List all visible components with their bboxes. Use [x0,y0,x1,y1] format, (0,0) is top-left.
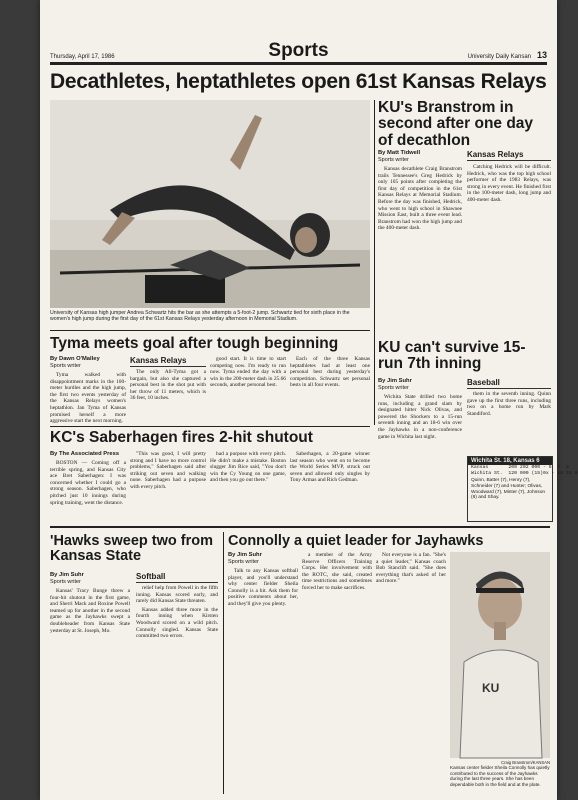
softball-column-1 [50,588,130,793]
saberhagen-col3-body: had a purpose with every pitch. He didn't make a mistake. Boston slugger Jim Rice said, "You don't win the Cy Young on one game, and then you go out there." [210,451,286,484]
page-number: 13 [536,50,547,60]
byline-role: Sports writer [378,156,409,163]
tyma-column-1 [50,372,126,425]
saberhagen-body: BOSTON — Coming off a terrible spring, and Kansas City ace Bret Saberhagen: I was concerned whether I could go a strong season. Saberhagen, who pitched just 10 innings during spring training, went the distance. [50,460,126,506]
branstrom-body: Kansas decathlete Craig Branstrom trails Tennessee's Greg Hedrick by only 105 points after completing the first day of competition in the 61st Kansas Relays at Memorial Stadium. Before the day was finished, Hedrick, who went to high school in Shawnee Mission East, built a three event lead. Branstrom had won the high jump and the 400-meter dash. [378,166,462,232]
connolly-photo [450,552,550,758]
connolly-byline [228,552,298,565]
byline-name: By Dawn O'Malley [50,356,100,362]
box-score [467,456,578,522]
box-score-line: Kansas 200 202 000 - 6 7 2 [471,465,569,470]
high-jumper-image [50,100,370,308]
tyma-column-3 [210,356,286,422]
banner-headline: Decathletes, heptathletes open 61st Kansas Relays [50,70,547,93]
softball-col2-body: relief help from Powell in the fifth inning. Kansas scored early, and rarely did Kansas State threaten. [136,585,218,605]
branstrom-column-1 [378,166,462,336]
byline-role: Sports writer [228,558,259,565]
connolly-headline: Connolly a quiet leader for Jayhawks [228,533,484,549]
caption-text: Kansas center fielder Sheila Connolly has quietly contributed to the success of the Jayhawks during the last three years. She has been dependable both in the field and at the plate. [450,765,550,787]
softball-col3-body: Kansas added three more in the fourth inning when Kirsten Woodward scored on a wild pitch. Connolly singled. Kansas State committed two errors. [136,606,218,640]
softball-byline [50,572,130,585]
photo-credit: Craig Branstrom/KANSAN [501,760,550,765]
saberhagen-column-2 [130,451,206,522]
baseball-side-body: them in the seventh inning. Quinn gave up the first three runs, including two on a home run by Mark Standiford. [467,391,551,417]
branstrom-side-body: Catching Hedrick will be difficult. Hedrick, who was the top high school performer of the 1983 Relays, was strong in every event. He finished first in the 100-meter dash, long jump and 400-meter dash. [467,164,551,203]
photo-caption-top: University of Kansas high jumper Andrea Schwartz hits the bar as she attempts a 5-foot-2 jump. Schwartz tied for sixth place in the women's high jump during the first day of the 61st Kansas Relays yesterday afternoon in Memorial Stadium. [50,310,350,323]
column-rule [223,532,224,794]
box-score-header: Wichita St. 18, Kansas 6 [468,457,552,465]
softball-headline: 'Hawks sweep two from Kansas State [50,533,213,565]
column-rule [374,100,375,425]
baseball-column-1 [378,394,462,518]
softball-player-image [450,552,550,758]
svg-text:KU: KU [482,681,500,695]
tyma-byline [50,356,126,369]
divider [50,330,370,331]
saberhagen-column-3 [210,451,286,522]
connolly-column-1 [228,568,298,793]
baseball-column-2 [467,378,551,452]
saberhagen-headline: KC's Saberhagen fires 2-hit shutout [50,429,313,446]
baseball-body: Wichita State drilled two home runs, including a grand slam by designated hitter Nick Olivas, and powered the Shockers to a 15-run seventh inning and an 18-6 win over the Jayhawks in a non-conference game in Wichita last night. [378,394,462,440]
saberhagen-col2-body: "This was good, I will pretty strong and I have no more control problems," Saberhagen said after striking out seven and walking none. Saberhagen had a purpose with every pitch. [130,451,206,490]
branstrom-column-2 [467,150,551,336]
paper-name: University Daily Kansan [467,54,531,60]
connolly-column-2 [302,552,372,793]
tyma-body: Tyma walked with disappointment marks in the 100-meter hurdles and the high jump, the first two events yesterday of the Kansas Relays women's heptathlon. Jan Tyma of Kansas promised herself a more aggressive start the next morning. [50,372,126,425]
saberhagen-column-1 [50,460,126,522]
byline-role: Sports writer [50,578,81,585]
saberhagen-byline [50,451,126,458]
masthead [50,38,547,65]
byline-role: Sports writer [50,362,81,369]
connolly-col2-body: a member of the Army Reserve Officers Training Corps. Her involvement with the ROTC, she said, created time restrictions and sometimes forced her to make sacrifices. [302,552,372,591]
kansas-relays-tag: Kansas Relays [130,356,206,367]
tyma-col2-body: The only All-Tyma got a bargain, but also she captured a personal best in the shot put with her throw of 11 meters, which is 36 feet, 10 inches. [130,369,206,402]
byline-name: By The Associated Press [50,451,120,457]
section-title: Sports [268,40,329,61]
tyma-column-2 [130,356,206,422]
connolly-col1-body: Talk to any Kansas softball player, and you'll understand why center fielder Sheila Connolly is a hit. Ask them for positive comments about her, and they'll give you plenty. [228,568,298,607]
softball-tag: Softball [136,572,218,583]
kansas-relays-tag: Kansas Relays [467,150,551,161]
issue-date: Thursday, April 17, 1986 [50,54,115,60]
tyma-col3-body: good start. It is time to start competing now. I'm ready to run now. Tyma ended the day with a win in the 200-meter dash in 25.66 seconds, another personal best. [210,356,286,389]
section-divider [50,526,550,528]
baseball-byline [378,378,462,391]
softball-column-2 [136,572,218,793]
box-score-notes: Quinn, Batter (7), Henry (7), Schneider (7) and Hunter; Olivas, Woodward (7), Minter (7), Johnson (8) and Shay. [471,478,546,501]
branstrom-byline [378,150,462,163]
softball-body: Kansas' Tracy Bunge threw a four-hit shutout in the first game, and Sherri Mack and Roxine Powell teamed up for another in the second game as the Jayhawks swept a doubleheader from Kansas State yesterday at St. Joseph, Mo. [50,588,130,634]
high-jump-photo [50,100,370,308]
connolly-photo-caption [450,760,550,787]
branstrom-headline: KU's Branstrom in second after one day of decathlon [378,99,534,149]
tyma-headline: Tyma meets goal after tough beginning [50,335,339,352]
box-score-line: Wichita St. 120 000 (15)0x - 18 15 0 [471,471,578,476]
connolly-column-3 [376,552,446,793]
tyma-col4-body: Each of the three Kansas heptathletes had at least one personal best during yesterday's competition. Schwartz set personal bests in all four events. [290,356,370,389]
saberhagen-col4-body: Saberhagen, a 20-game winner last season who went on to become the World Series MVP, struck out seven and allowed only singles by Tony Armas and Rich Gedman. [290,451,370,484]
newspaper-page [40,0,578,800]
divider [50,426,370,427]
byline-name: By Jim Suhr [228,552,262,558]
baseball-tag: Baseball [467,378,551,389]
baseball-headline: KU can't survive 15-run 7th inning [378,339,526,373]
saberhagen-column-4 [290,451,370,522]
byline-role: Sports writer [378,384,409,391]
byline-name: By Jim Suhr [378,378,412,384]
tyma-column-4 [290,356,370,422]
connolly-col3-body: Not everyone is a fan. "She's a quiet leader," Kansas coach Bob Stanclift said. "She does everything that's asked of her and more." [376,552,446,585]
byline-name: By Jim Suhr [50,572,84,578]
byline-name: By Matt Tidwell [378,150,421,156]
